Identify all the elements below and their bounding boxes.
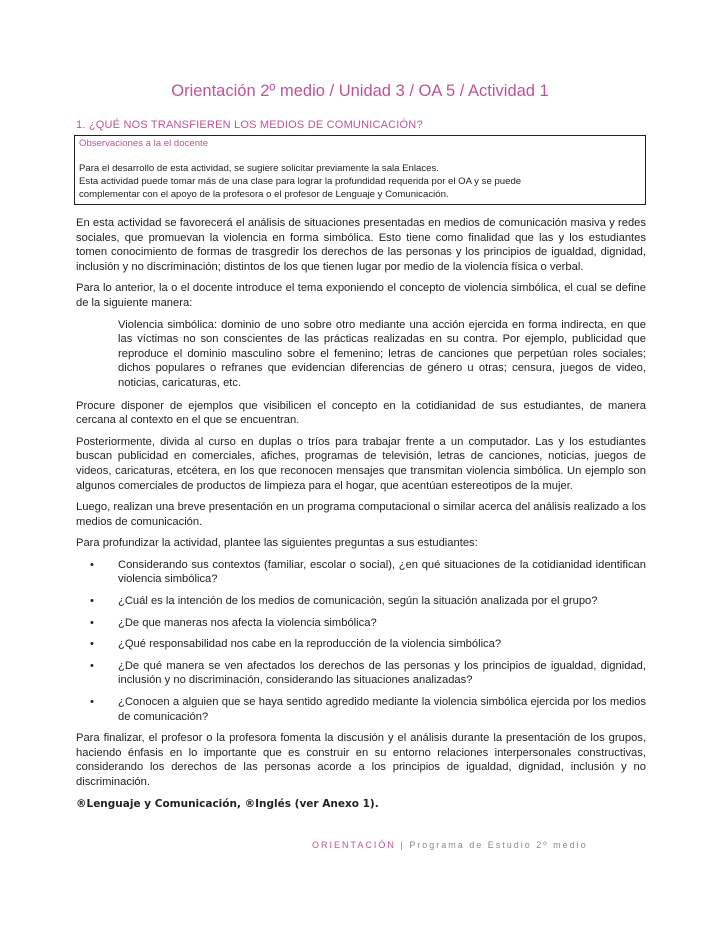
teacher-note: Esta actividad puede tomar más de una clase para lograr la profundidad requerida por el OA y se puede <box>79 176 522 187</box>
teacher-note: Para el desarrollo de esta actividad, se sugiere solicitar previamente la sala Enlaces. <box>79 163 439 174</box>
teacher-notes-title: Observaciones a la el docente <box>79 138 209 149</box>
paragraph: Posteriormente, divida al curso en duplas o tríos para trabajar frente a un computador. Las y los estudiantes buscan publicidad en comerciales, afiches, programas de televisión, letras de canciones, noticias, juegos de videos, caricaturas, etcétera, en los que reconocen mensajes que transmitan violencia simbólica. Un ejemplo son algunos comerciales de productos de limpieza para el hogar, que acentúan estereotipos de la mujer. <box>76 435 646 492</box>
question-item: • ¿Qué responsabilidad nos cabe en la reproducción de la violencia simbólica? <box>118 637 646 652</box>
question-item: • ¿Cuál es la intención de los medios de comunicación, según la situación analizada por el grupo? <box>118 594 646 609</box>
teacher-note: complementar con el apoyo de la profesora o el profesor de Lenguaje y Comunicación. <box>79 189 449 200</box>
paragraph: Luego, realizan una breve presentación en un programa computacional o similar acerca del análisis realizado a los medios de comunicación. <box>76 501 646 528</box>
footer-separator: | <box>400 840 405 850</box>
paragraph: Para finalizar, el profesor o la profesora fomenta la discusión y el análisis durante la presentación de los grupos, haciendo énfasis en lo importante que es construir en su entorno relaciones interpersonales constructivas, considerando los derechos de las personas acorde a los principios de igualdad, dignidad, inclusión y no discriminación. <box>76 732 646 788</box>
question-item: • ¿De que maneras nos afecta la violencia simbólica? <box>118 616 646 631</box>
annex-reference: ®Lenguaje y Comunicación, ®Inglés (ver Anexo 1). <box>76 797 379 810</box>
question-item: • ¿De qué manera se ven afectados los derechos de las personas y los principios de igualdad, dignidad, inclusión y no discriminación, considerando las situaciones analizadas? <box>118 659 646 688</box>
paragraph: Procure disponer de ejemplos que visibilicen el concepto en la cotidianidad de sus estudiantes, de manera cercana al contexto en el que se encuentran. <box>76 399 646 427</box>
page-title: Orientación 2º medio / Unidad 3 / OA 5 / Actividad 1 <box>171 82 549 100</box>
definition-quote: Violencia simbólica: dominio de uno sobre otro mediante una acción ejercida en forma indirecta, en que las víctimas no son conscientes de las prácticas realizadas en su contra. Por ejemplo, publicidad que reproduce el dominio masculino sobre el femenino; letras de canciones que perpetúan roles sociales; dichos populares o refranes que evidencian diferencias de género u otras; censura, juegos de video, noticias, caricaturas, etc. <box>118 318 646 389</box>
paragraph: Para lo anterior, la o el docente introduce el tema exponiendo el concepto de violencia simbólica, el cual se define de la siguiente manera: <box>76 282 646 309</box>
footer-program: Programa de Estudio <box>409 840 532 850</box>
document-body <box>76 216 646 818</box>
question-item: • ¿Conocen a alguien que se haya sentido agredido mediante la violencia simbólica ejercida por los medios de comunicación? <box>118 695 646 724</box>
footer-section: ORIENTACIÓN <box>312 840 396 850</box>
question-list <box>76 558 646 724</box>
teacher-notes-box <box>74 135 646 205</box>
paragraph: En esta actividad se favorecerá el análisis de situaciones presentadas en medios de comunicación masiva y redes sociales, que promuevan la violencia en forma simbólica. Esto tiene como finalidad que las y los estudiantes tomen conocimiento de formas de trasgredir los derechos de las personas y los principios de igualdad, dignidad, inclusión y no discriminación; distintos de los que tienen lugar por medio de la violencia física o verbal. <box>76 217 646 273</box>
paragraph: Para profundizar la actividad, plantee las siguientes preguntas a sus estudiantes: <box>76 537 478 550</box>
page-footer <box>312 840 588 850</box>
question-item: • Considerando sus contextos (familiar, escolar o social), ¿en qué situaciones de la cotidianidad identifican violencia simbólica? <box>118 558 646 587</box>
footer-level: 2º medio <box>536 840 588 850</box>
activity-heading: 1. ¿QUÉ NOS TRANSFIEREN LOS MEDIOS DE COMUNICACIÓN? <box>76 119 423 131</box>
